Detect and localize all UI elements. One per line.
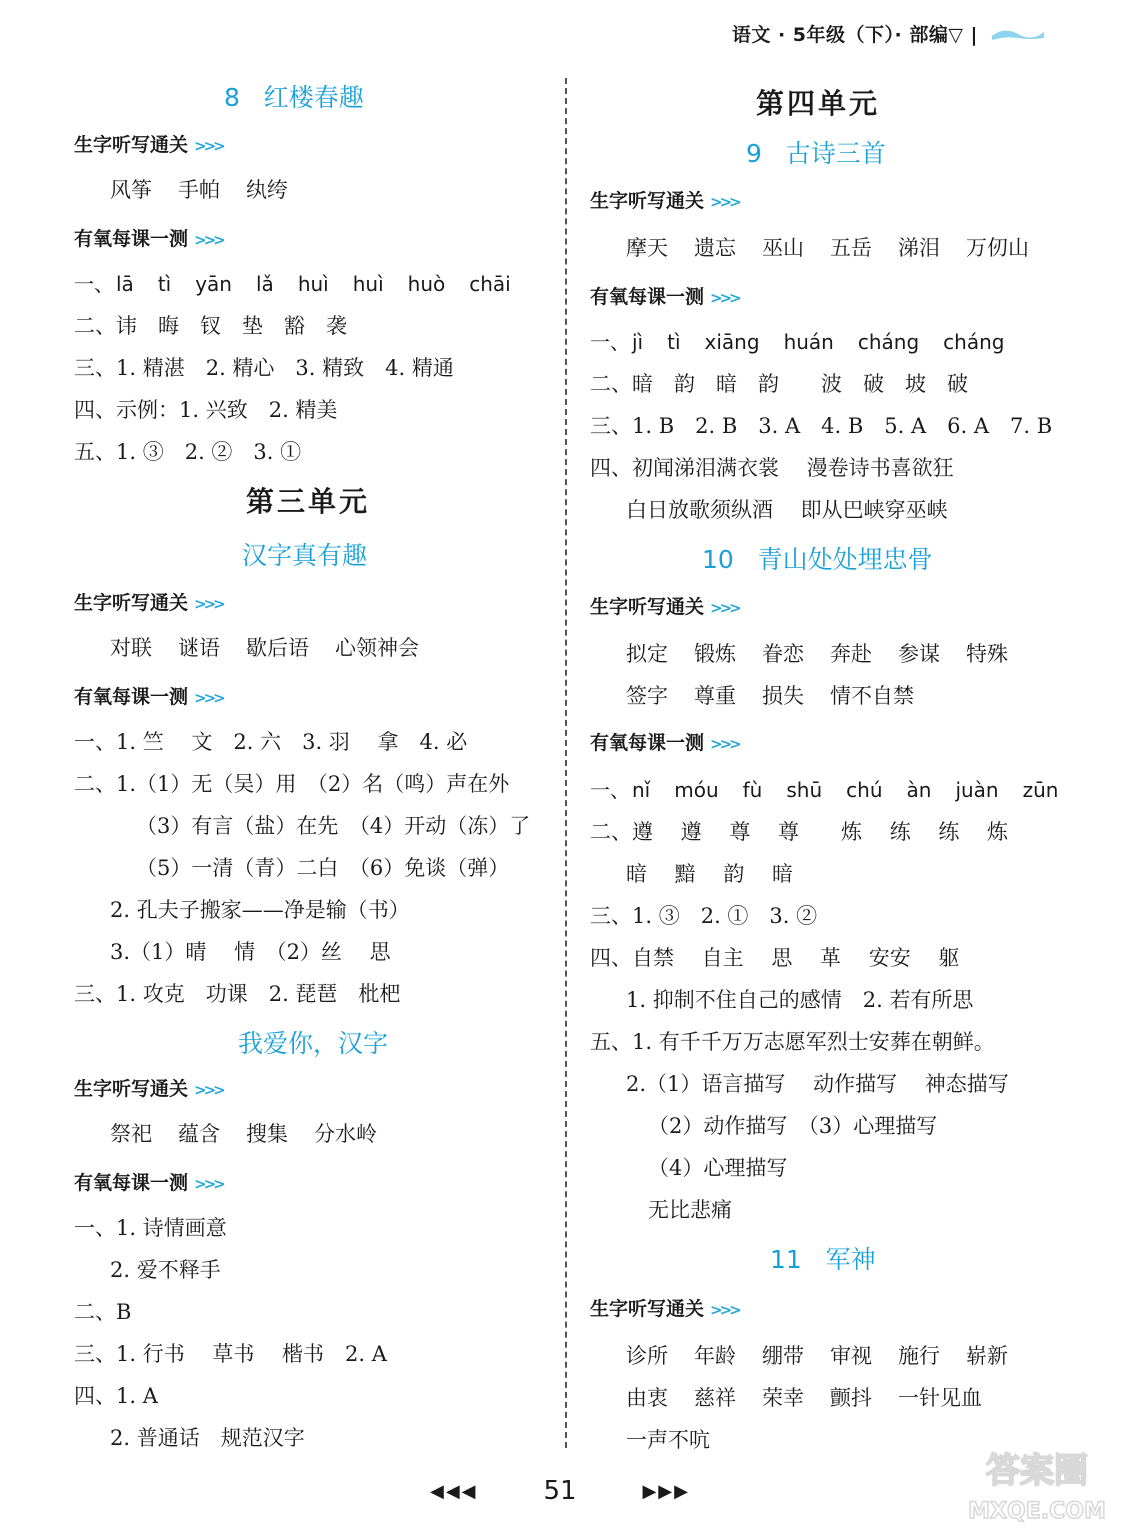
answer-line: 无比悲痛: [648, 1198, 732, 1222]
section-quiz: 有氧每课一测 >>>: [74, 1172, 223, 1194]
header-text: 语文 · 5年级（下）· 部编▽ |: [731, 23, 978, 46]
answer-line: 一、1. 竺 文 2. 六 3. 羽 拿 4. 必: [74, 730, 468, 754]
answer-line: 1. 抑制不住自己的感情 2. 若有所思: [626, 988, 974, 1012]
word-list: 摩天 遗忘 巫山 五岳 涕泪 万仞山: [626, 236, 1029, 260]
answer-line: （5）一清（青）二白 （6）免谈（弹）: [136, 856, 510, 880]
lesson-9-title: 9 古诗三首: [746, 139, 886, 168]
word-list: 签字 尊重 损失 情不自禁: [626, 684, 914, 708]
page-number: 51: [543, 1476, 577, 1506]
answer-line: 白日放歌须纵酒 即从巴峡穿巫峡: [626, 498, 948, 522]
section-dictation: 生字听写通关 >>>: [74, 1078, 223, 1100]
page-footer: [430, 1476, 690, 1506]
answer-line: 四、自禁 自主 思 革 安安 躯: [590, 946, 960, 970]
answer-line: 二、1.（1）无（吴）用 （2）名（鸣）声在外: [74, 772, 510, 796]
answer-line: 三、1. 行书 草书 楷书 2. A: [74, 1342, 387, 1366]
answer-line: 二、B: [74, 1300, 132, 1324]
answer-line: 一、1. 诗情画意: [74, 1216, 227, 1240]
answer-line: （4）心理描写: [648, 1156, 788, 1180]
answer-line: 三、1. ③ 2. ① 3. ②: [590, 904, 818, 928]
section-dictation: 生字听写通关 >>>: [590, 1298, 739, 1320]
unit-3-title: 第三单元: [246, 485, 371, 518]
watermark-site-text: MXQE.COM: [968, 1499, 1106, 1524]
answer-line: 三、1. 精湛 2. 精心 3. 精致 4. 精通: [74, 356, 454, 380]
answer-line: 2.（1）语言描写 动作描写 神态描写: [626, 1072, 1009, 1096]
pinyin-answers: 一、 jì tì xiāng huán cháng cháng: [590, 330, 1005, 354]
answer-line: 暗 黯 韵 暗: [626, 862, 794, 886]
answer-line: 二、暗 韵 暗 韵 波 破 坡 破: [590, 372, 968, 396]
lesson-10-title: 10 青山处处埋忠骨: [702, 545, 933, 574]
answer-line: 四、1. A: [74, 1384, 158, 1408]
column-divider: [565, 78, 567, 1448]
pinyin-answers: 一、 nǐ móu fù shū chú àn juàn zūn: [590, 778, 1059, 802]
word-list: 由衷 慈祥 荣幸 颤抖 一针见血: [626, 1386, 982, 1410]
word-list: 对联 谜语 歇后语 心领神会: [110, 636, 419, 660]
lesson-hanzi-title: 汉字真有趣: [242, 541, 368, 570]
word-list: 祭祀 蕴含 搜集 分水岭: [110, 1122, 377, 1146]
section-quiz: 有氧每课一测 >>>: [590, 732, 739, 754]
answer-line: 二、遵 遵 尊 尊 炼 练 练 炼: [590, 820, 1009, 844]
page-header: [732, 18, 1046, 48]
answer-line: 五、1. 有千千万万志愿军烈士安葬在朝鲜。: [590, 1030, 995, 1054]
answer-line: 二、讳 晦 钗 垫 豁 袭: [74, 314, 347, 338]
section-quiz: 有氧每课一测 >>>: [74, 228, 223, 250]
answer-line: 五、1. ③ 2. ② 3. ①: [74, 440, 302, 464]
pinyin-answers: 一、 lā tì yān lǎ huì huì huò chāi: [74, 272, 511, 296]
lesson-8-title: 8 红楼春趣: [224, 83, 364, 112]
section-quiz: 有氧每课一测 >>>: [74, 686, 223, 708]
answer-line: 一声不吭: [626, 1428, 710, 1452]
answer-line: 三、1. B 2. B 3. A 4. B 5. A 6. A 7. B: [590, 414, 1053, 438]
section-dictation: 生字听写通关 >>>: [74, 592, 223, 614]
answer-line: 2. 爱不释手: [110, 1258, 221, 1282]
section-dictation: 生字听写通关 >>>: [590, 190, 739, 212]
answer-line: 2. 孔夫子搬家——净是输（书）: [110, 898, 410, 922]
prev-page-arrows-icon: ◀◀◀: [430, 1480, 478, 1502]
lesson-love-title: 我爱你，汉字: [238, 1029, 389, 1058]
watermark-logo-text: 答案圈: [986, 1451, 1088, 1491]
wave-decoration-icon: [990, 24, 1046, 42]
answer-line: （2）动作描写 （3）心理描写: [648, 1114, 938, 1138]
section-dictation: 生字听写通关 >>>: [74, 134, 223, 156]
word-list: 风筝 手帕 纨绔: [110, 178, 288, 202]
watermark-logo-icon: [962, 1442, 1112, 1528]
answer-line: 2. 普通话 规范汉字: [110, 1426, 305, 1450]
answer-line: 3.（1）晴 情 （2）丝 思: [110, 940, 391, 964]
answer-line: 四、初闻涕泪满衣裳 漫卷诗书喜欲狂: [590, 456, 954, 480]
section-quiz: 有氧每课一测 >>>: [590, 286, 739, 308]
answer-line: 三、1. 攻克 功课 2. 琵琶 枇杷: [74, 982, 401, 1006]
answer-line: （3）有言（盐）在先 （4）开动（冻）了: [136, 814, 531, 838]
word-list: 拟定 锻炼 眷恋 奔赴 参谋 特殊: [626, 642, 1008, 666]
section-dictation: 生字听写通关 >>>: [590, 596, 739, 618]
answer-line: 四、示例：1. 兴致 2. 精美: [74, 398, 338, 422]
next-page-arrows-icon: ▶▶▶: [642, 1480, 690, 1502]
unit-4-title: 第四单元: [756, 87, 881, 120]
word-list: 诊所 年龄 绷带 审视 施行 崭新: [626, 1344, 1008, 1368]
lesson-11-title: 11 军神: [770, 1245, 876, 1274]
